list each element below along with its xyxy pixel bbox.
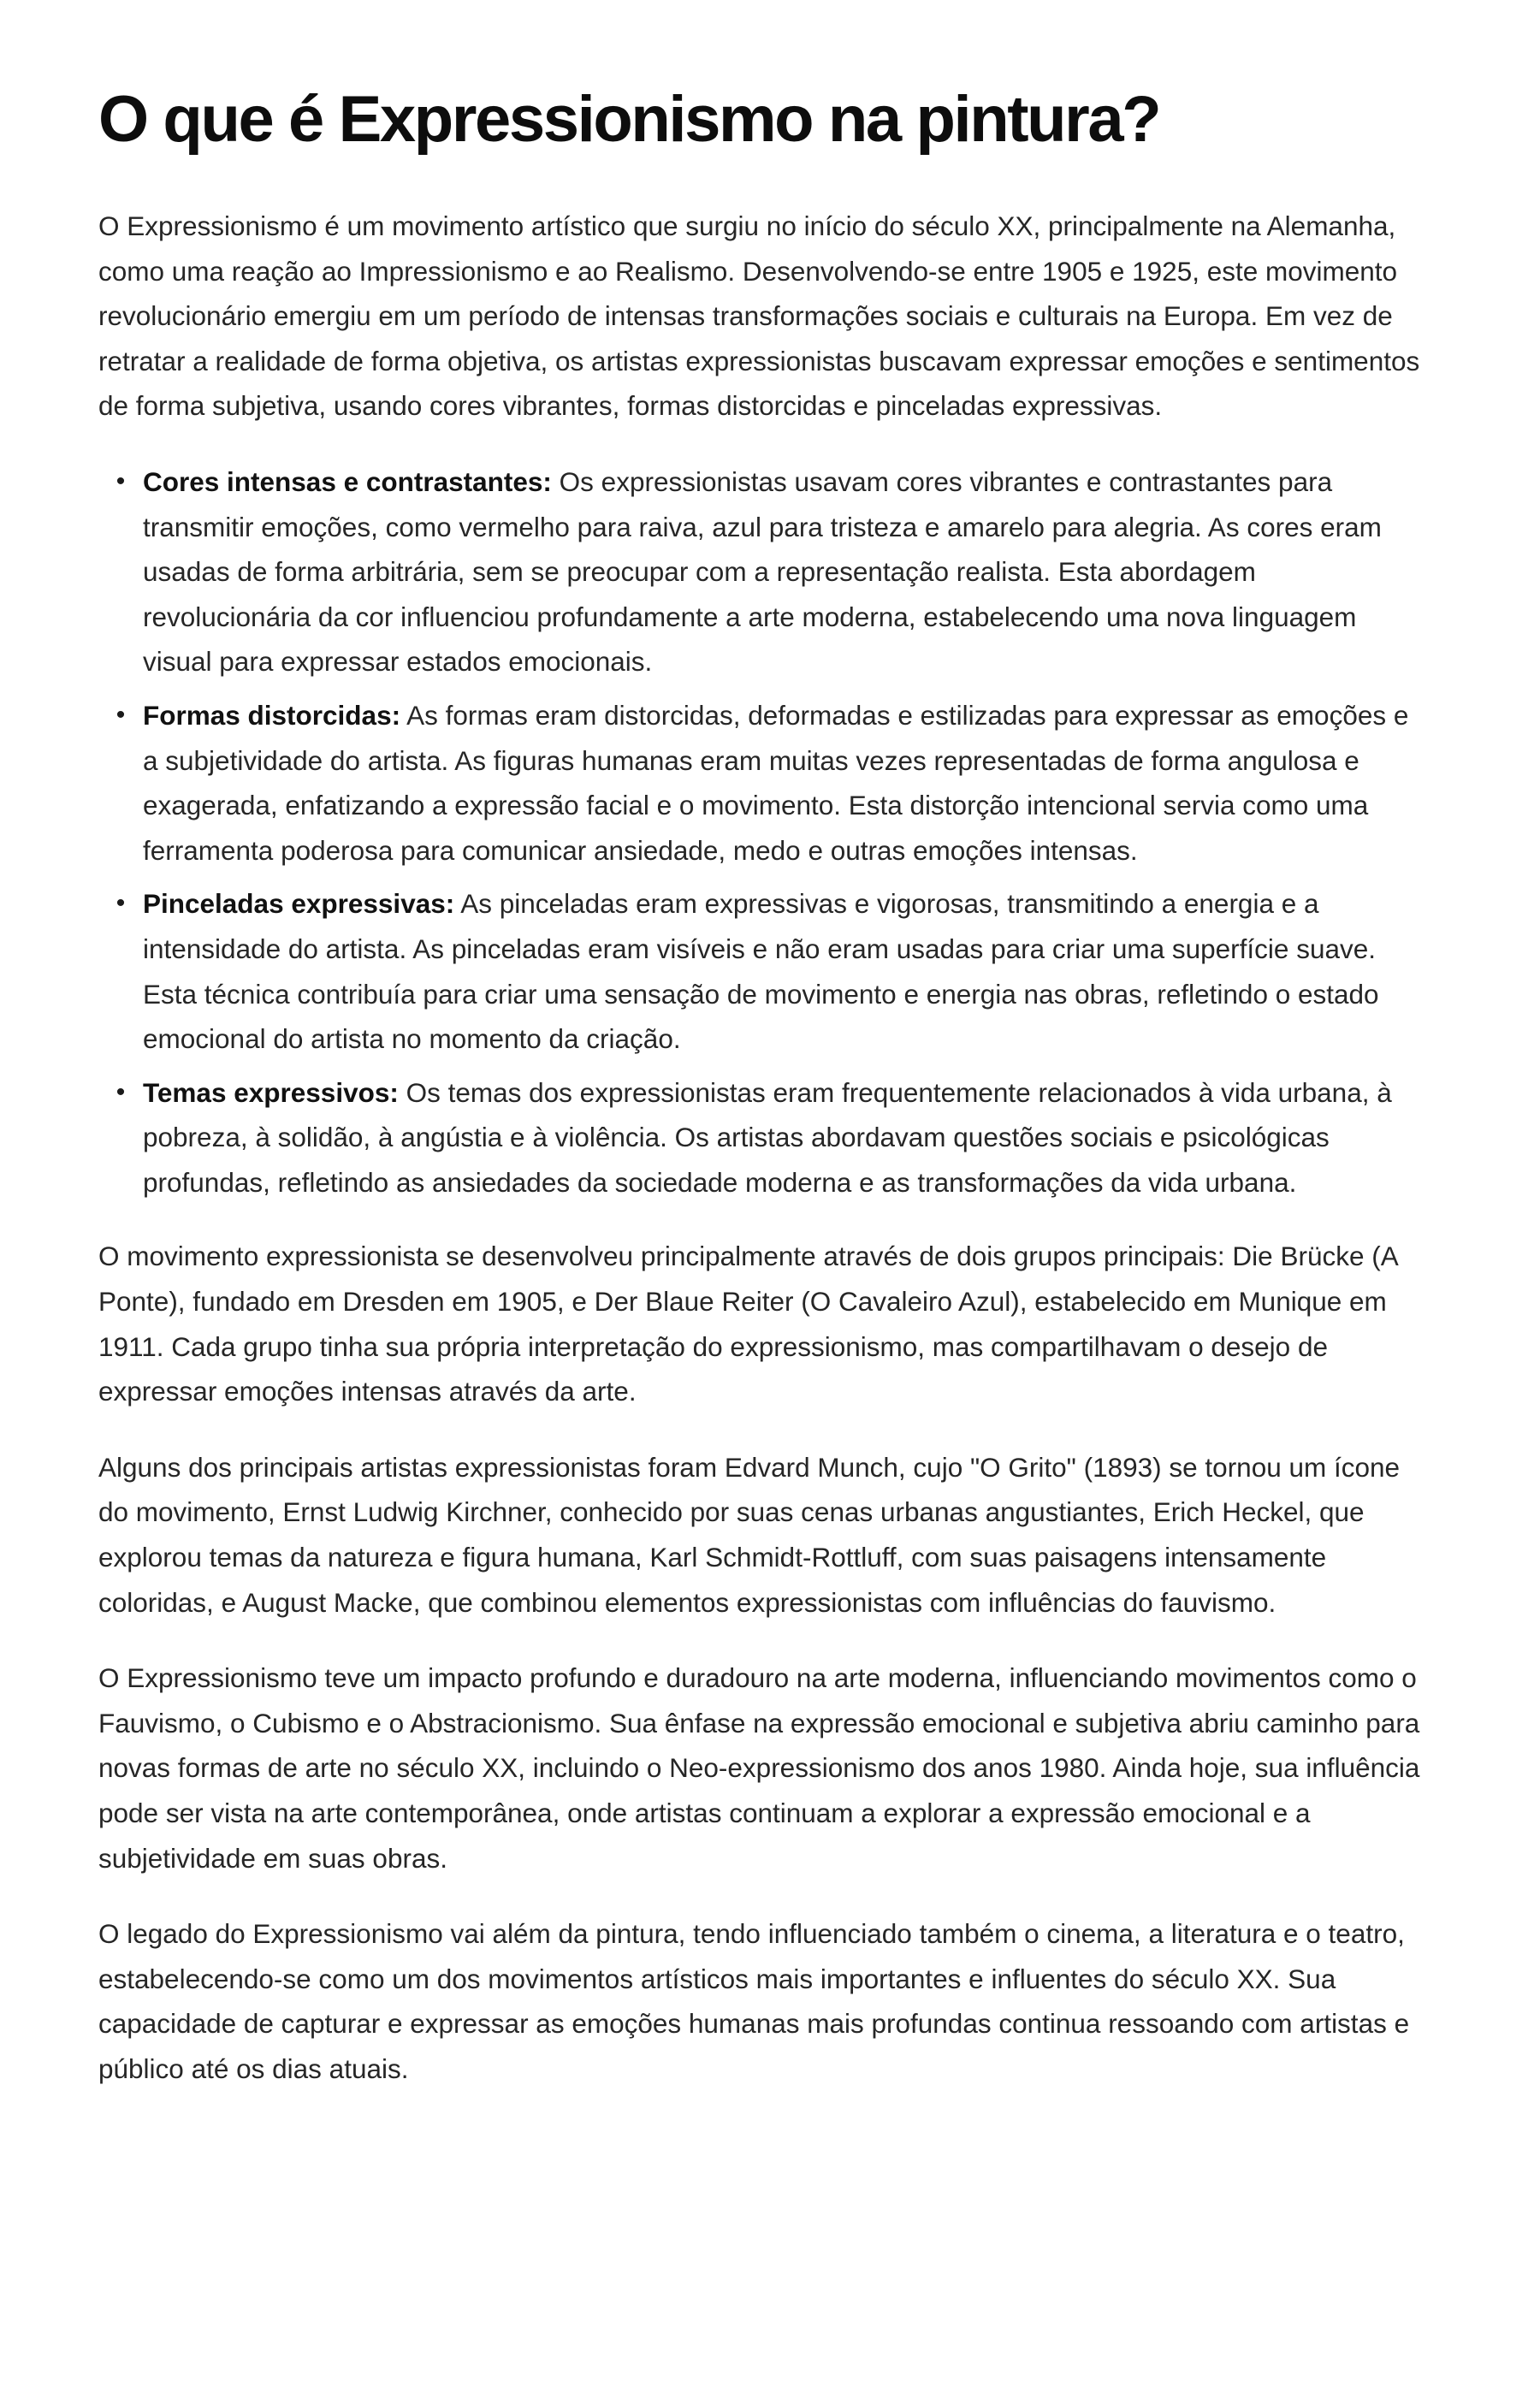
bullet-icon: • xyxy=(116,466,126,495)
bullet-icon: • xyxy=(116,889,126,918)
list-item-text: Os expressionistas usavam cores vibrantes e contrastantes para transmitir emoções, como vermelho para raiva, azul para tristeza e amarelo para alegria. As cores eram usadas de forma arbitrária, sem se preocupar com a representação realista. Esta abordagem revolucionária da cor influenciou profundamente a arte moderna, estabelecendo uma nova linguagem visual para expressar estados emocionais. xyxy=(143,465,1382,678)
list-item-text: Os temas dos expressionistas eram frequentemente relacionados à vida urbana, à pobreza, à solidão, à angústia e à violência. Os artistas abordavam questões sociais e psicológicas profundas, refletindo as ansiedades da sociedade moderna e as transformações da vida urbana. xyxy=(143,1076,1392,1198)
list-item-term: Formas distorcidas: xyxy=(143,699,401,731)
paragraph-groups: O movimento expressionista se desenvolveu principalmente através de dois grupos principais: Die Brücke (A Ponte), fundado em Dresden em 1905, e Der Blaue Reiter (O Cavaleiro Azul), estabelecido em Munique em 1911. Cada grupo tinha sua própria interpretação do expressionismo, mas compartilhavam o desejo de expressar emoções intensas através da arte. xyxy=(98,1241,1397,1407)
paragraph-artists: Alguns dos principais artistas expressionistas foram Edvard Munch, cujo "O Grito" (1893) se tornou um ícone do movimento, Ernst Ludwig Kirchner, conhecido por suas cenas urbanas angustiantes, Erich Heckel, que explorou temas da natureza e figura humana, Karl Schmidt-Rottluff, com suas paisagens intensamente coloridas, e August Macke, que combinou elementos expressionistas com influências do fauvismo. xyxy=(98,1451,1401,1618)
paragraph-impact: O Expressionismo teve um impacto profundo e duradouro na arte moderna, influenciando movimentos como o Fauvismo, o Cubismo e o Abstracionismo. Sua ênfase na expressão emocional e subjetiva abriu caminho para novas formas de arte no século XX, incluindo o Neo-expressionismo dos anos 1980. Ainda hoje, sua influência pode ser vista na arte contemporânea, onde artistas continuam a explorar a expressão emocional e a subjetividade em suas obras. xyxy=(98,1662,1420,1874)
list-item-colors xyxy=(116,459,1427,684)
intro-paragraph: O Expressionismo é um movimento artístico que surgiu no início do século XX, principalmente na Alemanha, como uma reação ao Impressionismo e ao Realismo. Desenvolvendo-se entre 1905 e 1925, este movimento revolucionário emergiu em um período de intensas transformações sociais e culturais na Europa. Em vez de retratar a realidade de forma objetiva, os artistas expressionistas buscavam expressar emoções e sentimentos de forma subjetiva, usando cores vibrantes, formas distorcidas e pinceladas expressivas. xyxy=(98,210,1420,422)
list-item-term: Cores intensas e contrastantes: xyxy=(143,465,552,497)
list-item-text: As formas eram distorcidas, deformadas e estilizadas para expressar as emoções e a subjetividade do artista. As figuras humanas eram muitas vezes representadas de forma angulosa e exagerada, enfatizando a expressão facial e o movimento. Esta distorção intencional servia como uma ferramenta poderosa para comunicar ansiedade, medo e outras emoções intensas. xyxy=(143,699,1409,866)
list-item-term: Temas expressivos: xyxy=(143,1076,399,1108)
list-item-forms xyxy=(116,693,1427,873)
list-item-text: As pinceladas eram expressivas e vigorosas, transmitindo a energia e a intensidade do artista. As pinceladas eram visíveis e não eram usadas para criar uma superfície suave. Esta técnica contribuía para criar uma sensação de movimento e energia nas obras, refletindo o estado emocional do artista no momento da criação. xyxy=(143,888,1379,1055)
list-item-themes xyxy=(116,1070,1427,1205)
bullet-icon: • xyxy=(116,1077,126,1106)
list-item-brushstrokes xyxy=(116,881,1427,1061)
features-list xyxy=(98,459,1427,1205)
page-title: O que é Expressionismo na pintura? xyxy=(98,83,1160,156)
paragraph-legacy: O legado do Expressionismo vai além da pintura, tendo influenciado também o cinema, a literatura e o teatro, estabelecendo-se como um dos movimentos artísticos mais importantes e influentes do século XX. Sua capacidade de capturar e expressar as emoções humanas mais profundas continua ressoando com artistas e público até os dias atuais. xyxy=(98,1918,1410,2084)
list-item-term: Pinceladas expressivas: xyxy=(143,888,455,920)
article-body xyxy=(98,204,1427,2092)
bullet-icon: • xyxy=(116,700,126,729)
